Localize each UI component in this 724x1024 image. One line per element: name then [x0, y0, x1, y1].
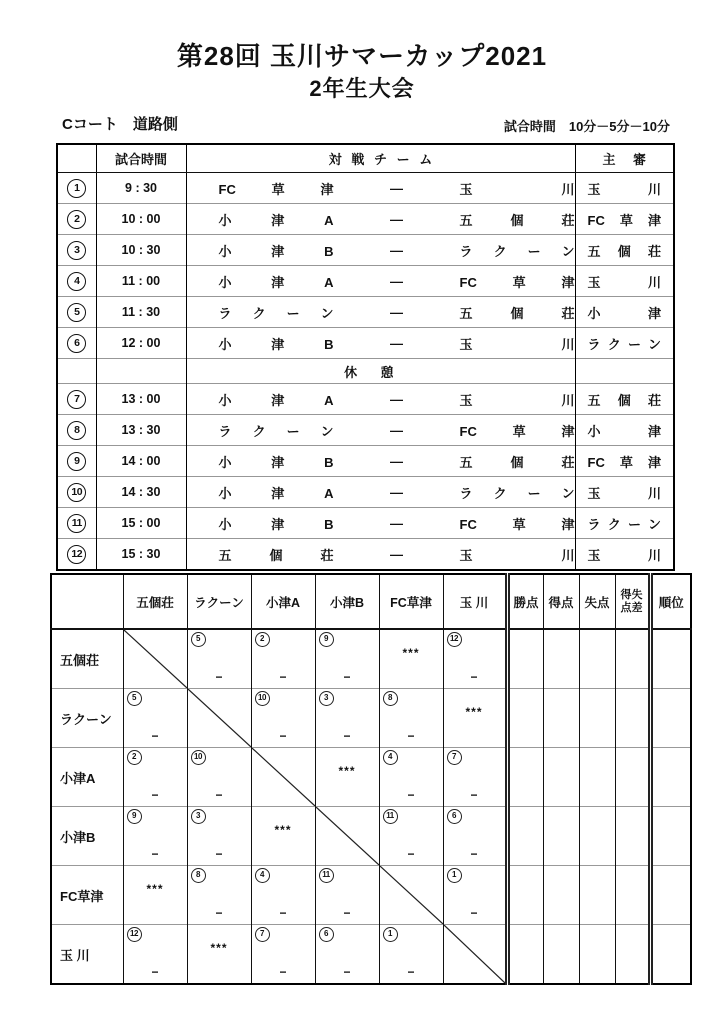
- rank-header: 順位: [650, 574, 691, 629]
- match-number-badge: 2: [255, 632, 270, 647]
- matrix-cell: [315, 748, 379, 807]
- goal-difference-cell: [615, 748, 650, 807]
- match-number-badge: 3: [191, 809, 206, 824]
- vs-dash: —: [390, 453, 403, 469]
- matrix-cell: [187, 866, 251, 925]
- match-number-badge: 4: [67, 272, 86, 291]
- score-placeholder: −: [343, 729, 351, 743]
- matrix-row-label: 小津A: [51, 748, 123, 807]
- matrix-cell: [123, 689, 187, 748]
- score-placeholder: −: [215, 670, 223, 684]
- match-number-badge: 3: [319, 691, 334, 706]
- goals-against-cell: [579, 866, 615, 925]
- no-match-mark: ***: [465, 705, 483, 720]
- break-label: 休憩: [186, 359, 575, 384]
- diagonal-line: [188, 689, 251, 747]
- away-team: 玉川: [459, 181, 575, 197]
- goal-difference-cell: [615, 925, 650, 985]
- matrix-cell: [379, 925, 443, 985]
- match-number-badge: 3: [67, 241, 86, 260]
- matrix-cell: [251, 925, 315, 985]
- match-number-badge: 9: [127, 809, 142, 824]
- matrix-col-header: 小津A: [251, 574, 315, 629]
- referee: FC草津: [587, 454, 661, 470]
- matrix-col-header: ラクーン: [187, 574, 251, 629]
- no-match-mark: ***: [402, 646, 420, 661]
- points-cell: [507, 689, 543, 748]
- match-number-badge: 2: [127, 750, 142, 765]
- matrix-row: [51, 629, 691, 689]
- matrix-cell: [187, 629, 251, 689]
- vs-dash: —: [390, 304, 403, 320]
- goal-difference-cell: [615, 689, 650, 748]
- matrix-cell: [315, 689, 379, 748]
- vs-dash: —: [390, 211, 403, 227]
- score-placeholder: −: [215, 906, 223, 920]
- match-number-badge: 7: [255, 927, 270, 942]
- goals-against-cell: [579, 689, 615, 748]
- matrix-cell: [251, 866, 315, 925]
- home-team: 小津A: [218, 212, 334, 228]
- score-placeholder: −: [343, 670, 351, 684]
- matrix-cell: [443, 629, 507, 689]
- diagonal-line: [444, 925, 505, 983]
- score-placeholder: −: [151, 965, 159, 979]
- matrix-cell: [379, 689, 443, 748]
- matrix-row-label: ラクーン: [51, 689, 123, 748]
- matrix-header-row: [51, 574, 691, 629]
- vs-dash: —: [390, 484, 403, 500]
- matrix-row: [51, 689, 691, 748]
- score-placeholder: −: [407, 965, 415, 979]
- schedule-row: [57, 204, 674, 235]
- away-team: ラクーン: [459, 485, 575, 501]
- away-team: FC草津: [459, 274, 575, 290]
- rank-cell: [650, 925, 691, 985]
- home-team: 小津B: [218, 336, 334, 352]
- match-number-badge: 1: [447, 868, 462, 883]
- home-team: 小津A: [218, 274, 334, 290]
- matrix-cell: [379, 807, 443, 866]
- no-match-mark: ***: [210, 941, 228, 956]
- match-number-badge: 12: [447, 632, 462, 647]
- matrix-corner-cell: [51, 574, 123, 629]
- vs-dash: —: [390, 335, 403, 351]
- match-number-badge: 6: [67, 334, 86, 353]
- home-team: 小津A: [218, 485, 334, 501]
- vs-dash: —: [390, 546, 403, 562]
- matrix-row-label: 小津B: [51, 807, 123, 866]
- points-header: 勝点: [507, 574, 543, 629]
- match-duration-label: 試合時間 10分－5分－10分: [503, 119, 670, 134]
- match-time: 15 : 30: [96, 539, 186, 571]
- home-team: 小津B: [218, 243, 334, 259]
- match-number-badge: 9: [319, 632, 334, 647]
- matrix-diagonal-cell: [251, 748, 315, 807]
- schedule-table: [56, 143, 675, 571]
- goals-for-cell: [543, 748, 579, 807]
- no-match-mark: ***: [338, 764, 356, 779]
- matrix-cell: [123, 807, 187, 866]
- match-time: 13 : 30: [96, 415, 186, 446]
- points-cell: [507, 807, 543, 866]
- vs-dash: —: [390, 273, 403, 289]
- matrix-cell: [315, 925, 379, 985]
- match-time: 10 : 00: [96, 204, 186, 235]
- schedule-header-row: [57, 144, 674, 173]
- away-team: FC草津: [459, 516, 575, 532]
- home-team: ラクーン: [218, 423, 334, 439]
- matrix-cell: [187, 748, 251, 807]
- court-label: Cコート 道路側: [62, 116, 178, 133]
- matrix-cell: [123, 925, 187, 985]
- teams-header: 対 戦 チ ー ム: [186, 144, 575, 173]
- matrix-cell: [187, 807, 251, 866]
- score-placeholder: −: [279, 670, 287, 684]
- goals-for-cell: [543, 629, 579, 689]
- match-number-badge: 7: [447, 750, 462, 765]
- match-no-header: [57, 144, 96, 173]
- score-placeholder: −: [279, 906, 287, 920]
- match-time: 9 : 30: [96, 173, 186, 204]
- referee: ラクーン: [587, 516, 661, 532]
- matrix-diagonal-cell: [379, 866, 443, 925]
- match-number-badge: 4: [383, 750, 398, 765]
- home-team: 小津A: [218, 392, 334, 408]
- break-row: [57, 359, 674, 384]
- vs-dash: —: [390, 422, 403, 438]
- match-number-badge: 8: [383, 691, 398, 706]
- referee: 玉川: [587, 181, 661, 197]
- matrix-cell: [123, 866, 187, 925]
- away-team: 玉川: [459, 392, 575, 408]
- vs-dash: —: [390, 180, 403, 196]
- goals-for-cell: [543, 689, 579, 748]
- match-number-badge: 10: [255, 691, 270, 706]
- match-number-badge: 12: [127, 927, 142, 942]
- score-placeholder: −: [407, 847, 415, 861]
- referee: 玉川: [587, 274, 661, 290]
- score-placeholder: −: [151, 847, 159, 861]
- diagonal-line: [124, 630, 187, 688]
- home-team: 小津B: [218, 516, 334, 532]
- score-placeholder: −: [470, 670, 478, 684]
- referee: ラクーン: [587, 336, 661, 352]
- goals-against-header: 失点: [579, 574, 615, 629]
- schedule-row: [57, 297, 674, 328]
- matrix-diagonal-cell: [443, 925, 507, 985]
- matrix-col-header: 五個荘: [123, 574, 187, 629]
- referee: 小津: [587, 305, 661, 321]
- matrix-cell: [315, 866, 379, 925]
- score-placeholder: −: [151, 729, 159, 743]
- match-time: 15 : 00: [96, 508, 186, 539]
- matrix-row: [51, 866, 691, 925]
- matrix-cell: [315, 629, 379, 689]
- rank-cell: [650, 689, 691, 748]
- match-time: 12 : 00: [96, 328, 186, 359]
- matrix-diagonal-cell: [315, 807, 379, 866]
- vs-dash: —: [390, 515, 403, 531]
- matrix-row-label: 五個荘: [51, 629, 123, 689]
- match-number-badge: 6: [319, 927, 334, 942]
- match-number-badge: 5: [191, 632, 206, 647]
- rank-cell: [650, 748, 691, 807]
- match-number-badge: 4: [255, 868, 270, 883]
- referee: FC草津: [587, 212, 661, 228]
- matrix-row: [51, 807, 691, 866]
- score-placeholder: −: [151, 788, 159, 802]
- matrix-cell: [443, 748, 507, 807]
- referee: 玉川: [587, 547, 661, 563]
- away-team: 玉川: [459, 336, 575, 352]
- match-number-badge: 5: [127, 691, 142, 706]
- matrix-cell: [251, 689, 315, 748]
- match-number-badge: 5: [67, 303, 86, 322]
- matrix-diagonal-cell: [123, 629, 187, 689]
- schedule-row: [57, 173, 674, 204]
- matrix-cell: [123, 748, 187, 807]
- referee: 小津: [587, 423, 661, 439]
- matrix-cell: [251, 629, 315, 689]
- goals-against-cell: [579, 629, 615, 689]
- match-number-badge: 8: [191, 868, 206, 883]
- match-time: 11 : 30: [96, 297, 186, 328]
- score-placeholder: −: [470, 906, 478, 920]
- home-team: ラクーン: [218, 305, 334, 321]
- home-team: FC草津: [218, 181, 334, 197]
- match-number-badge: 8: [67, 421, 86, 440]
- results-matrix-table: [50, 573, 692, 985]
- matrix-cell: [187, 925, 251, 985]
- goal-difference-cell: [615, 807, 650, 866]
- points-cell: [507, 925, 543, 985]
- match-number-badge: 11: [383, 809, 398, 824]
- score-placeholder: −: [215, 847, 223, 861]
- match-time: 11 : 00: [96, 266, 186, 297]
- goals-for-cell: [543, 866, 579, 925]
- matrix-cell: [251, 807, 315, 866]
- diagonal-line: [252, 748, 315, 806]
- away-team: 玉川: [459, 547, 575, 563]
- goals-against-cell: [579, 925, 615, 985]
- matrix-cell: [379, 629, 443, 689]
- match-number-badge: 6: [447, 809, 462, 824]
- goals-against-cell: [579, 748, 615, 807]
- matrix-row: [51, 925, 691, 985]
- matrix-diagonal-cell: [187, 689, 251, 748]
- goals-for-cell: [543, 807, 579, 866]
- match-number-badge: 12: [67, 545, 86, 564]
- vs-dash: —: [390, 391, 403, 407]
- score-placeholder: −: [343, 965, 351, 979]
- matrix-row-label: FC草津: [51, 866, 123, 925]
- rank-cell: [650, 866, 691, 925]
- match-time: 10 : 30: [96, 235, 186, 266]
- matrix-col-header: 小津B: [315, 574, 379, 629]
- matrix-col-header: 玉 川: [443, 574, 507, 629]
- rank-cell: [650, 807, 691, 866]
- match-number-badge: 11: [67, 514, 86, 533]
- match-time: 14 : 30: [96, 477, 186, 508]
- schedule-row: [57, 328, 674, 359]
- referee-header: 主 審: [575, 144, 674, 173]
- referee: 玉川: [587, 485, 661, 501]
- goal-difference-cell: [615, 866, 650, 925]
- no-match-mark: ***: [146, 882, 164, 897]
- score-placeholder: −: [470, 847, 478, 861]
- points-cell: [507, 629, 543, 689]
- matrix-cell: [379, 748, 443, 807]
- matrix-cell: [443, 866, 507, 925]
- matrix-col-header: FC草津: [379, 574, 443, 629]
- schedule-row: [57, 235, 674, 266]
- schedule-row: [57, 446, 674, 477]
- match-number-badge: 2: [67, 210, 86, 229]
- matrix-row: [51, 748, 691, 807]
- page-subtitle: 2年生大会: [309, 76, 415, 101]
- match-number-badge: 10: [67, 483, 86, 502]
- away-team: 五個荘: [459, 212, 575, 228]
- rank-cell: [650, 629, 691, 689]
- match-number-badge: 7: [67, 390, 86, 409]
- score-placeholder: −: [343, 906, 351, 920]
- score-placeholder: −: [407, 788, 415, 802]
- schedule-row: [57, 384, 674, 415]
- match-number-badge: 9: [67, 452, 86, 471]
- goal-difference-cell: [615, 629, 650, 689]
- matrix-row-label: 玉 川: [51, 925, 123, 985]
- goals-for-cell: [543, 925, 579, 985]
- schedule-row: [57, 508, 674, 539]
- page-title: 第28回 玉川サマーカップ2021: [176, 41, 548, 71]
- referee: 五個荘: [587, 392, 661, 408]
- match-number-badge: 10: [191, 750, 206, 765]
- no-match-mark: ***: [274, 823, 292, 838]
- away-team: FC草津: [459, 423, 575, 439]
- points-cell: [507, 748, 543, 807]
- goals-for-header: 得点: [543, 574, 579, 629]
- schedule-row: [57, 266, 674, 297]
- score-placeholder: −: [407, 729, 415, 743]
- match-number-badge: 1: [383, 927, 398, 942]
- away-team: 五個荘: [459, 305, 575, 321]
- away-team: 五個荘: [459, 454, 575, 470]
- referee: 五個荘: [587, 243, 661, 259]
- score-placeholder: −: [470, 788, 478, 802]
- score-placeholder: −: [215, 788, 223, 802]
- time-header: 試合時間: [96, 144, 186, 173]
- schedule-row: [57, 539, 674, 571]
- schedule-row: [57, 415, 674, 446]
- diagonal-line: [316, 807, 379, 865]
- home-team: 五個荘: [218, 547, 334, 563]
- match-time: 14 : 00: [96, 446, 186, 477]
- goal-difference-header: 得失 点差: [615, 574, 650, 629]
- matrix-cell: [443, 689, 507, 748]
- score-placeholder: −: [279, 965, 287, 979]
- schedule-row: [57, 477, 674, 508]
- away-team: ラクーン: [459, 243, 575, 259]
- match-number-badge: 11: [319, 868, 334, 883]
- home-team: 小津B: [218, 454, 334, 470]
- diagonal-line: [380, 866, 443, 924]
- matrix-cell: [443, 807, 507, 866]
- match-time: 13 : 00: [96, 384, 186, 415]
- vs-dash: —: [390, 242, 403, 258]
- points-cell: [507, 866, 543, 925]
- score-placeholder: −: [279, 729, 287, 743]
- goals-against-cell: [579, 807, 615, 866]
- match-number-badge: 1: [67, 179, 86, 198]
